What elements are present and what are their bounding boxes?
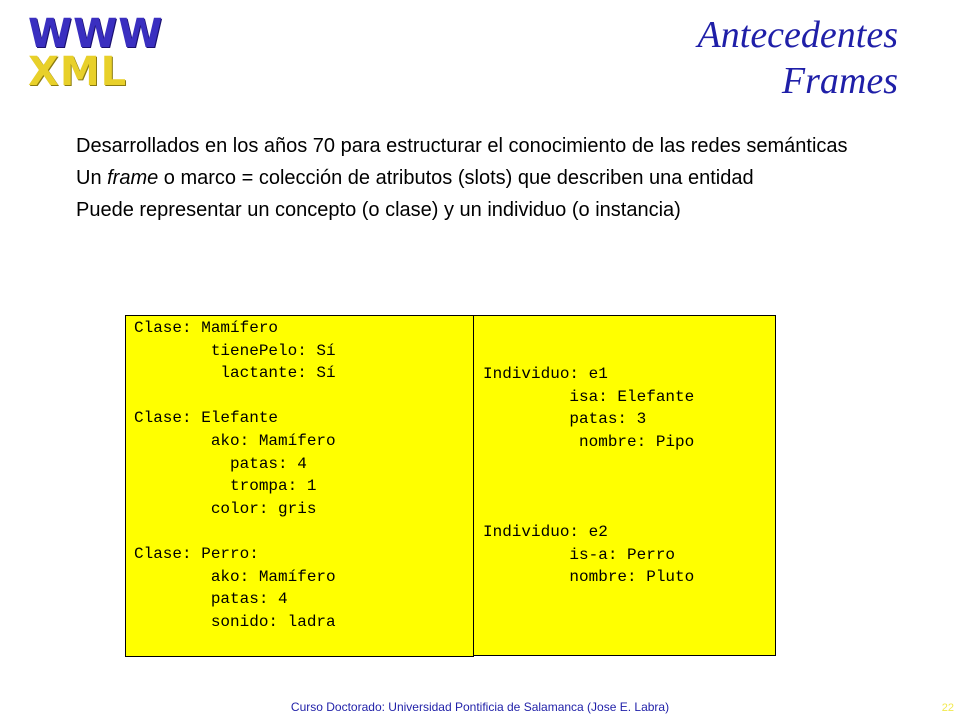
frame-line — [483, 499, 775, 522]
frame-line — [483, 453, 775, 476]
frame-line: patas: 3 — [483, 410, 647, 429]
frame-line: Clase: Elefante — [134, 409, 279, 428]
bullet-list — [76, 134, 896, 230]
bullet-item-2 — [76, 166, 896, 191]
bullet-2-prefix: Un — [76, 167, 108, 189]
frame-line: patas: 4 — [134, 590, 288, 609]
frame-line: Individuo: e1 — [483, 365, 608, 383]
title-line-1: Antecedentes — [697, 14, 898, 56]
frame-line: isa: Elefante — [483, 387, 695, 406]
frame-line: color: gris — [134, 499, 317, 518]
frame-line: nombre: Pluto — [483, 568, 695, 587]
frame-line: Clase: Perro: — [134, 544, 259, 563]
frame-line — [483, 476, 775, 499]
title-line-2: Frames — [781, 60, 898, 102]
frame-line: lactante: Sí — [134, 364, 336, 383]
footer-text: Curso Doctorado: Universidad Pontificia de Salamanca (Jose E. Labra) — [290, 700, 670, 714]
page-number: 22 — [941, 702, 954, 714]
frame-line: ako: Mamífero — [134, 567, 336, 586]
bullet-item-1: Desarrollados en los años 70 para estructurar el conocimiento de las redes semánticas — [76, 135, 848, 157]
frame-line: Clase: Mamífero — [134, 319, 279, 337]
frame-line: patas: 4 — [134, 454, 307, 473]
individual-frames-box — [473, 315, 776, 656]
frame-line: tienePelo: Sí — [134, 341, 336, 360]
frame-line — [134, 385, 473, 408]
frame-line — [134, 520, 473, 543]
class-frames-box — [125, 315, 474, 657]
frame-line: Individuo: e2 — [483, 523, 608, 542]
frame-line: sonido: ladra — [134, 612, 336, 631]
bullet-item-3: Puede representar un concepto (o clase) y un individuo (o instancia) — [76, 199, 681, 221]
www-xml-logo — [28, 11, 164, 95]
logo-xml-text: XML — [28, 49, 128, 95]
bullet-2-emphasis: frame — [107, 167, 159, 189]
frame-line: trompa: 1 — [134, 477, 317, 496]
bullet-2-suffix: o marco = colección de atributos (slots) que describen una entidad — [158, 167, 754, 189]
frame-line: nombre: Pipo — [483, 432, 695, 451]
frame-line: ako: Mamífero — [134, 431, 336, 450]
slide-title — [698, 12, 898, 104]
logo-www-text: WWW — [28, 11, 164, 57]
frame-line: is-a: Perro — [483, 545, 676, 564]
